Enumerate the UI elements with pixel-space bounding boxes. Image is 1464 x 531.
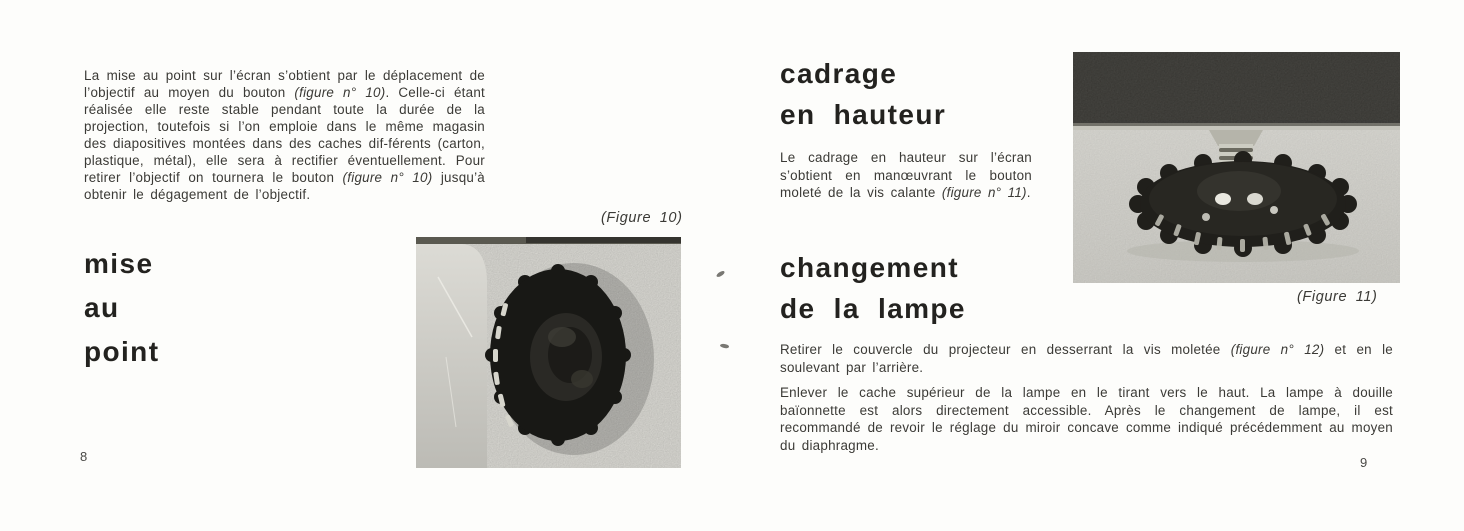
lampe-paragraph-2: Enlever le cache supérieur de la lampe en le tirant vers le haut. La lampe à douille baïonnette est alors directement accessible. Après le changement de lampe, il est recommandé de revoir le réglage du miroir concave comme indiqué précédemment au moyen du diaphragme. [780,385,1393,453]
heading-line: changement [780,252,959,283]
left-intro-paragraph: La mise au point sur l’écran s’obtient par le déplacement de l’objectif au moyen du bouton (figure n° 10). Celle-ci étant réalisée elle reste stable pendant toute la durée de la projection, toutefois si l’on emploie dans le même magasin des diapositives montées dans des caches dif-férents (carton, plastique, métal), elle sera à rectifier éventuellement. Pour retirer l’objectif on tournera le bouton (figure n° 10) jusqu’à obtenir le dégagement de l’objectif. [84,68,486,202]
heading-line: point [84,336,160,367]
heading-line: au [84,292,120,323]
lampe-paragraph-1: Retirer le couvercle du projecteur en desserrant la vis moletée (figure n° 12) et en le soulevant par l’arrière. [780,342,1393,375]
heading-changement-de-la-lampe [780,254,966,336]
cadrage-paragraph: Le cadrage en hauteur sur l’écran s’obtient en manœuvrant le bouton moleté de la vis calante (figure n° 11). [780,150,1032,200]
left-page-number: 8 [80,449,88,464]
heading-line: cadrage [780,58,898,89]
heading-line: en hauteur [780,99,947,130]
heading-mise-au-point [84,250,159,382]
figure-10-caption: (Figure 10) [601,210,683,226]
heading-line: de la lampe [780,293,966,324]
heading-line: mise [84,248,154,279]
heading-cadrage-en-hauteur [780,60,946,142]
ink-speck [720,343,730,349]
figure-11-photo-levelling-knob [1073,52,1400,283]
ink-speck [716,270,726,278]
figure-11-caption: (Figure 11) [1297,289,1378,305]
figure-10-photo-focus-knob [416,237,681,468]
right-page-number: 9 [1360,455,1368,470]
